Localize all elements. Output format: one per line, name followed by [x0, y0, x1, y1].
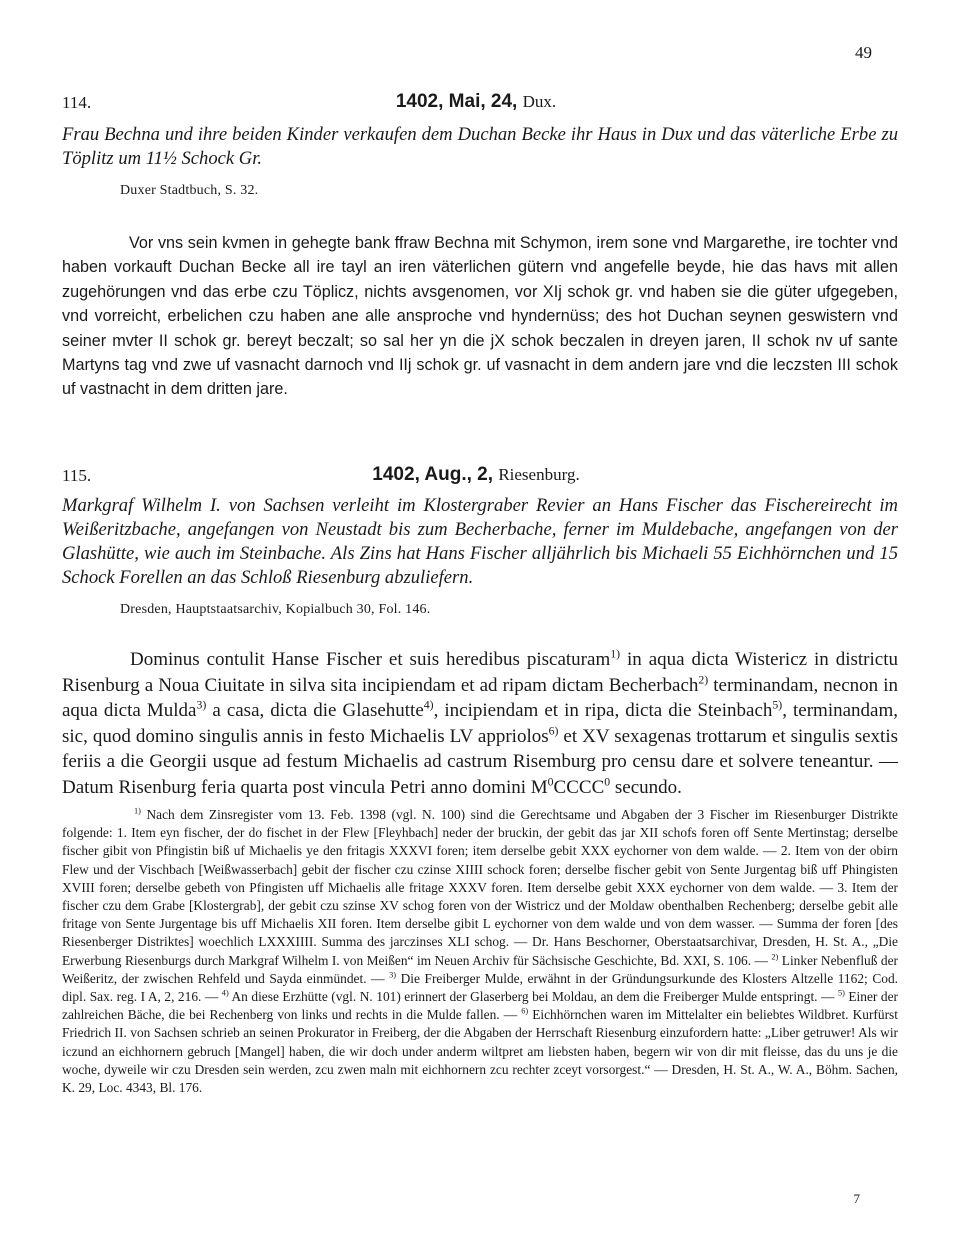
latin-paragraph: Dominus contulit Hanse Fischer et suis heredibus piscaturam$^{1)}$ in aqua dicta Wistericz in districtu Risenburg a Noua Ciuitate in silva sita incipiendam et ad ripam dictam Becherbach$^{2)}$ terminandam, necnon in aqua dicta Mulda$^{3)}$ a casa, dicta die Glasehutte$^{4)}$, incipiendam et in ripa, dicta die Steinbach$^{5)}$, terminandam, sic, quod domino singulis annis in festo Michaelis LV appriolos$^{6)}$ et XV sexagenas trottarum et singulis sextis feriis a die Georgii usque ad festum Michaelis ad castrum Risemburg pro censu dare et solvere teneantur. — Datum Risenburg feria quarta post vincula Petri anno domini $M^0CCCC^0$ secundo. — [62, 647, 898, 798]
footnote-marker-1: 1) — [134, 806, 141, 816]
signature-mark: 7 — [853, 1191, 860, 1206]
footnote-marker-4: 4) — [221, 988, 229, 998]
entry-115-header — [62, 466, 890, 490]
footnotes — [62, 806, 898, 1097]
footnote-ref-2[interactable]: 2) — [698, 673, 709, 687]
entry-114-regest: Frau Bechna und ihre beiden Kinder verkaufen dem Duchan Becke ihr Haus in Dux und das väterliche Erbe zu Töplitz um 11½ Schock Gr. — [62, 124, 898, 169]
footnote-marker-3: 3) — [389, 970, 397, 980]
footnote-marker-6: 6) — [521, 1006, 529, 1016]
entry-115-regest: Markgraf Wilhelm I. von Sachsen verleiht im Klostergraber Revier an Hans Fischer das Fischereirecht im Weißeritzbache, angefangen von Neustadt bis zum Becherbache, ferner im Muldebache, angefangen von der Glashütte, wie auch im Steinbache. Als Zins hat Hans Fischer alljährlich bis Michaeli 55 Eichhörnchen und 15 Schock Forellen an das Schloß Riesenburg abzuliefern. — [62, 495, 898, 588]
entry-date — [62, 91, 890, 113]
footnote-marker-5: 5) — [837, 988, 845, 998]
entry-115-source: Dresden, Hauptstaatsarchiv, Kopialbuch 30, Fol. 146. — [120, 602, 431, 617]
entry-114-text — [62, 231, 898, 402]
entry-date-value: 1402, Mai, 24, — [395, 91, 518, 112]
entry-place: Riesenburg. — [498, 465, 580, 484]
entry-115-latin-text — [62, 647, 898, 801]
footnote-ref-4[interactable]: 4) — [423, 698, 434, 712]
entry-date-value: 1402, Aug., 2, — [372, 464, 494, 485]
footnote-text: $^{1)}$ Nach dem Zinsregister vom 13. Feb. 1398 (vgl. N. 100) sind die Gerechtsame und Abgaben der 3 Fischer im Riesenburger Distrikte folgende: 1. Item eyn fischer, der do fischet in der Flew [Fleyhbach] neder der bruckin, der gebit das jar XII schofs foren off Sente Mertinstag; derselbe fischer gibit von Pfingistin biß uf Michaelis ye den fritagis XXXVI foren; item derselbe gebit XXX eychorner von dem walde. — 2. Item von der obirn Flew und der Vischbach [Weißwasserbach] gebit der fischer czu czinse XIIII schock foren; derselbe fischer gebit von Sente Jurgentag biß uff Phingisten XVIII foren; derselbe gebeth von Pfingisten uff Michaelis alle fritage XXXV foren. Item derselbe gebit XXX eychorner von dem walde. — 3. Item der fischer czu dem Grabe [Klostergrab], der gebit czu szinse XV schog foren von der Wistricz und der Moldaw obenthalben Rechenberg; derselbe gebit alle fritage von Sente Jurgentage bis uff Michaelis XII foren. Item derselbe gibit L eychorner von dem walde und von dem wasser. — Summa der foren [des Riesenberger Distriktes] woechlich LXXXIIII. Summa des jarczinses XLI schog. — Dr. Hans Beschorner, Oberstaatsarchivar, Dresden, H. St. A., „Die Erwerbung Riesenburgs durch Markgraf Wilhelm I. von Meißen“ im Neuen Archiv für Sächsische Geschichte, Bd. XXI, S. 106. — $^{2)}$ Linker Nebenfluß der Weißeritz, der zwischen Rehfeld und Sayda einmündet. — $^{3)}$ Die Freiberger Mulde, erwähnt in der Gründungsurkunde des Klosters Altzelle 1162; Cod. dipl. Sax. reg. I A, 2, 216. — $^{4)}$ An diese Erzhütte (vgl. N. 101) erinnert der Glaserberg bei Moldau, an dem die Freiberger Mulde entspringt. — $^{5)}$ Einer der zahlreichen Bäche, die bei Rechenberg von links und rechts in die Mulde fallen. — $^{6)}$ Eichhörnchen waren im Mittelalter ein beliebtes Wildbret. Kurfürst Friedrich II. von Sachsen schrieb an seinen Prokurator in Freiberg, der die Abgaben der Herrschaft Riesenburg einzufordern hatte: „Liber getruwer! Als wir iczund an eichhornern gebruch [Mangel] haben, die wir doch under anderm wiltpret am liebsten haben, begern wir von dir mit fleisse, das du uns je die woche, dyweile wir czu Dresden sein werden, zcu zwen maln mit eichhornern zcu rechter zceyt vorsorgest.“ — Dresden, H. St. A., W. A., Böhm. Sachen, K. 29, Loc. 4343, Bl. 176. — [62, 806, 898, 1096]
entry-number: 114. — [62, 93, 92, 112]
entry-114-source: Duxer Stadtbuch, S. 32. — [120, 183, 259, 198]
entry-114-paragraph: Vor vns sein kvmen in gehegte bank ffraw Bechna mit Schymon, irem sone vnd Margarethe, ire tochter vnd haben vorkauft Duchan Becke all ire tayl an iren väterlichen gütern vnd angefelle beyde, hie das havs mit allen zugehörungen vnd das erbe czu Töplicz, nichts avsgenomen, vor XIj schok gr. vnd haben sie die güter ufgegeben, vnd vorreicht, erbelichen czu haben ane alle ansproche vnd hyndernüss; des hot Duchan seynen geswistern vnd seiner mvter II schok gr. bereyt beczalt; so sal her yn die jX schok beczalen in dreyen jaren, II schok nv uf sante Martyns tag vnd zwe uf vasnacht darnoch vnd IIj schok gr. uf vasnacht in dem andern jare vnd die leczsten III schok uf vastnacht in dem dritten jare. — [62, 234, 898, 399]
entry-number: 115. — [62, 466, 92, 485]
footnote-ref-6[interactable]: 6) — [548, 724, 559, 738]
footnote-marker-2: 2) — [771, 952, 779, 962]
entry-114-header — [62, 93, 890, 117]
footnote-ref-1[interactable]: 1) — [610, 647, 621, 661]
footnote-ref-5[interactable]: 5) — [772, 698, 783, 712]
entry-place: Dux. — [522, 92, 557, 111]
entry-date — [62, 464, 890, 486]
page-number: 49 — [855, 43, 872, 62]
footnote-ref-3[interactable]: 3) — [196, 698, 207, 712]
